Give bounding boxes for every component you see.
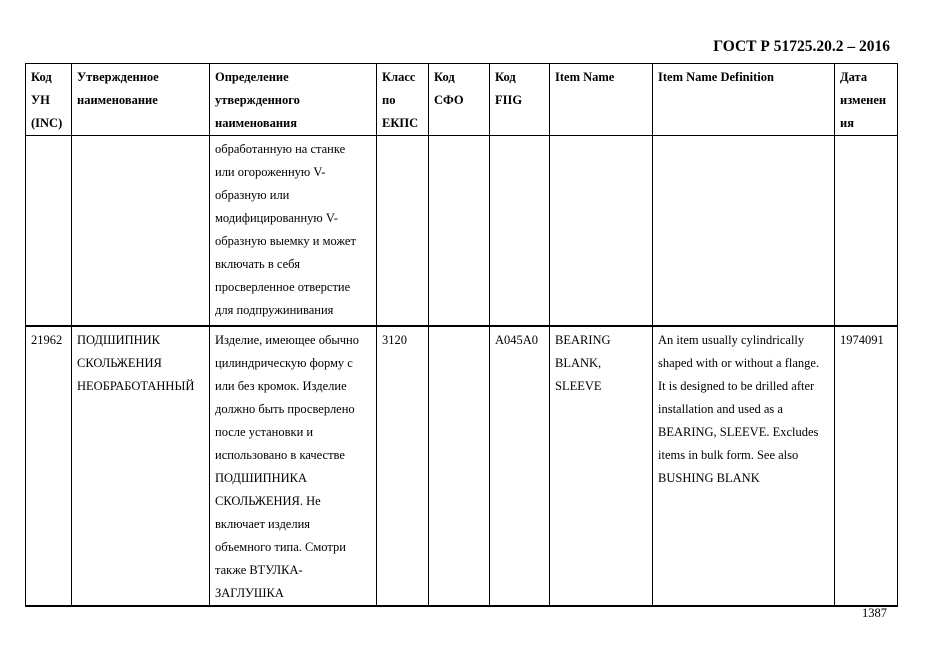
- header-item-name-definition: Item Name Definition: [653, 64, 835, 136]
- header-definition: Определение утвержденного наименования: [210, 64, 377, 136]
- cell-sfo-code: [429, 136, 490, 326]
- cell-ekps-class: 3120: [377, 326, 429, 606]
- header-change-date: Дата изменен ия: [835, 64, 898, 136]
- header-approved-name: Утвержденное наименование: [72, 64, 210, 136]
- cell-item-name: BEARING BLANK, SLEEVE: [550, 326, 653, 606]
- header-sfo-code: Код СФО: [429, 64, 490, 136]
- cell-inc-code: [26, 136, 72, 326]
- header-item-name: Item Name: [550, 64, 653, 136]
- cell-fiig-code: A045A0: [490, 326, 550, 606]
- cell-item-name-definition: [653, 136, 835, 326]
- header-fiig-code: Код FIIG: [490, 64, 550, 136]
- header-ekps-class: Класс по ЕКПС: [377, 64, 429, 136]
- table-row: [26, 326, 898, 606]
- cell-fiig-code: [490, 136, 550, 326]
- cell-approved-name: ПОДШИПНИК СКОЛЬЖЕНИЯ НЕОБРАБОТАННЫЙ: [72, 326, 210, 606]
- table-header-row: [26, 64, 898, 136]
- cell-item-name-definition: An item usually cylindrically shaped with or without a flange. It is designed to be drilled after installation and used as a BEARING, SLEEVE. Excludes items in bulk form. See also BUSHING BLANK: [653, 326, 835, 606]
- catalog-table: [25, 63, 898, 607]
- cell-change-date: [835, 136, 898, 326]
- document-standard-header: ГОСТ Р 51725.20.2 – 2016: [713, 38, 890, 55]
- cell-sfo-code: [429, 326, 490, 606]
- cell-inc-code: 21962: [26, 326, 72, 606]
- cell-change-date: 1974091: [835, 326, 898, 606]
- header-inc-code: Код УН (INC): [26, 64, 72, 136]
- cell-ekps-class: [377, 136, 429, 326]
- page-number: 1387: [862, 606, 887, 620]
- cell-definition: Изделие, имеющее обычно цилиндрическую форму с или без кромок. Изделие должно быть просверлено после установки и использовано в качестве ПОДШИПНИКА СКОЛЬЖЕНИЯ. Не включает изделия объемного типа. Смотри также ВТУЛКА- ЗАГЛУШКА: [210, 326, 377, 606]
- cell-approved-name: [72, 136, 210, 326]
- cell-item-name: [550, 136, 653, 326]
- table-row: [26, 136, 898, 326]
- cell-definition: обработанную на станке или огороженную V- образную или модифицированную V- образную выемку и может включать в себя просверленное отверстие для подпружинивания: [210, 136, 377, 326]
